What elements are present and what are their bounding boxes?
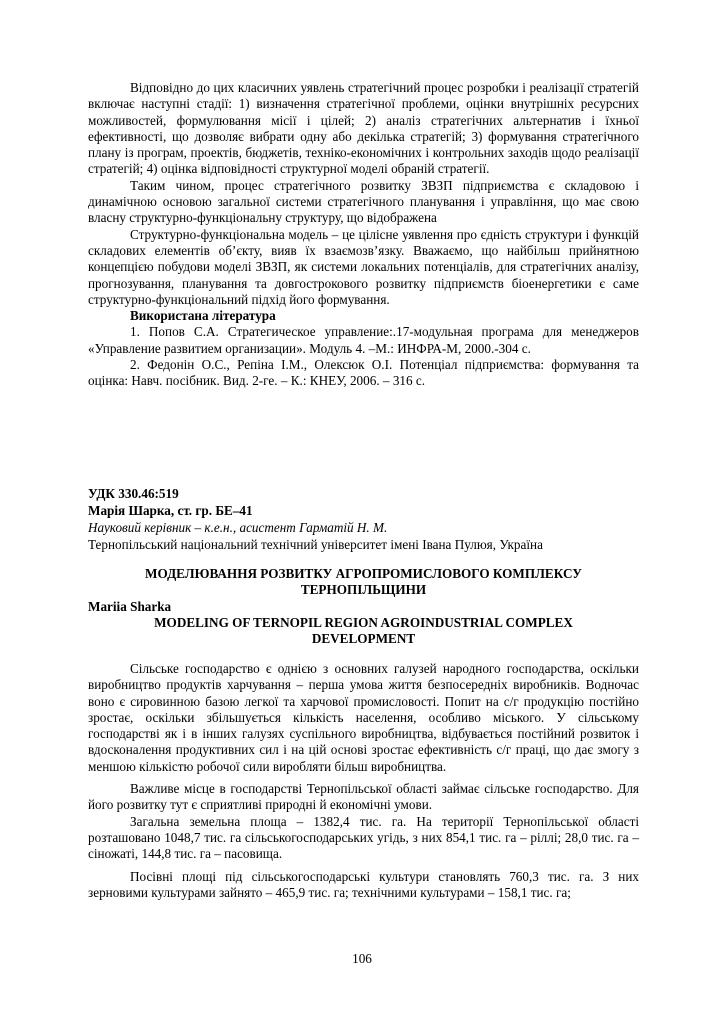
article-title-ua — [88, 566, 639, 599]
paragraph-strategy-stages: Відповідно до цих класичних уявлень стратегічний процес розробки і реалізації стратегій включає наступні стадії: 1) визначення стратегічної проблеми, оцінки внутрішніх ресурсних можливостей, формулювання місії і цілей; 2) аналіз стратегічних альтернатив і їхньої ефективності, що дозволяє вибрати одну або декілька стратегій; 3) формування стратегічного плану із програм, проектів, бюджетів, техніко-економічних і контрольних заходів щодо реалізації стратегій; 4) оцінка відповідності структурної моделі обраній стратегії. — [88, 80, 639, 177]
university: Тернопільський національний технічний університет імені Івана Пулюя, Україна — [88, 537, 543, 552]
article-title-ua-line2: ТЕРНОПІЛЬЩИНИ — [300, 582, 427, 598]
paragraph-ternopil-agriculture: Важливе місце в господарстві Тернопільської області займає сільське господарство. Для його розвитку тут є сприятливі природні й економічні умови. — [88, 781, 639, 813]
page-number: 106 — [352, 951, 372, 966]
reference-1: 1. Попов С.А. Стратегическое управление:.17-модульная програма для менеджеров «Управление развитием организации». Модуль 4. –М.: ИНФРА-М, 2000.-304 с. — [88, 324, 639, 356]
references-heading: Використана література — [130, 308, 276, 324]
author-name-en: Mariia Sharka — [88, 599, 172, 614]
article-title-ua-line1: МОДЕЛЮВАННЯ РОЗВИТКУ АГРОПРОМИСЛОВОГО КОМПЛЕКСУ — [145, 566, 582, 581]
article-title-en-line1: MODELING OF TERNOPIL REGION AGROINDUSTRIAL COMPLEX — [154, 615, 573, 630]
paragraph-land-area: Загальна земельна площа – 1382,4 тис. га. На території Тернопільської області розташовано 1048,7 тис. га сільськогосподарських угідь, з них 854,1 тис. га – ріллі; 28,0 тис. га – сіножаті, 144,8 тис. га – пасовища. — [88, 813, 639, 862]
paragraph-strategic-development: Таким чином, процес стратегічного розвитку ЗВЗП підприємства є складовою і динамічною основою загальної системи стратегічного планування і управління, що має свою власну структурно-функціональну структуру, що відображена — [88, 177, 639, 226]
previous-article-text — [88, 80, 639, 390]
author-name: Марія Шарка, ст. гр. БЕ–41 — [88, 503, 253, 518]
article-title-en-line2: DEVELOPMENT — [311, 631, 416, 647]
paragraph-structural-model: Структурно-функціональна модель – це цілісне уявлення про єдність структури і функцій складових елементів об’єкту, вияв їх взаємозв’язку. Вважаємо, що найбільш прийнятною концепцією побудови моделі ЗВЗП, як системи локальних потенціалів, для стратегічних аналізу, прогнозування, планування та довгострокового розвитку підприємств біоенергетики є саме структурно-функціональний підхід його формування. — [88, 226, 639, 307]
reference-2: 2. Федонін О.С., Репіна І.М., Олексюк О.І. Потенціал підприємства: формування та оцінка: Навч. посібник. Вид. 2-ге. – К.: КНЕУ, 2006. – 316 с. — [88, 357, 639, 389]
article-title-en — [88, 615, 639, 648]
paragraph-agriculture-importance: Сільське господарство є однією з основних галузей народного господарства, оскільки виробництво продуктів харчування – перша умова життя безпосередніх виробників. Водночас воно є сировинною базою легкої та харчової промисловості. Попит на с/г продукцію постійно зростає, оскільки збільшується кількість населення, особливо міського. У сільському господарстві як і в інших галузях суспільного виробництва, відбувається постійний розвиток і вдосконалення продуктивних сил і на цій основі зростає ефективність с/г праці, що дає змогу з меншою кількістю робочої сили виробляти більш виробництва. — [88, 661, 639, 774]
article-body — [88, 661, 639, 901]
udk-code: УДК 330.46:519 — [88, 486, 179, 501]
supervisor: Науковий керівник – к.е.н., асистент Гарматій Н. М. — [88, 520, 388, 535]
paragraph-sown-area: Посівні площі під сільськогосподарські культури становлять 760,3 тис. га. З них зерновими культурами зайнято – 465,9 тис. га; технічними культурами – 158,1 тис. га; — [88, 868, 639, 900]
